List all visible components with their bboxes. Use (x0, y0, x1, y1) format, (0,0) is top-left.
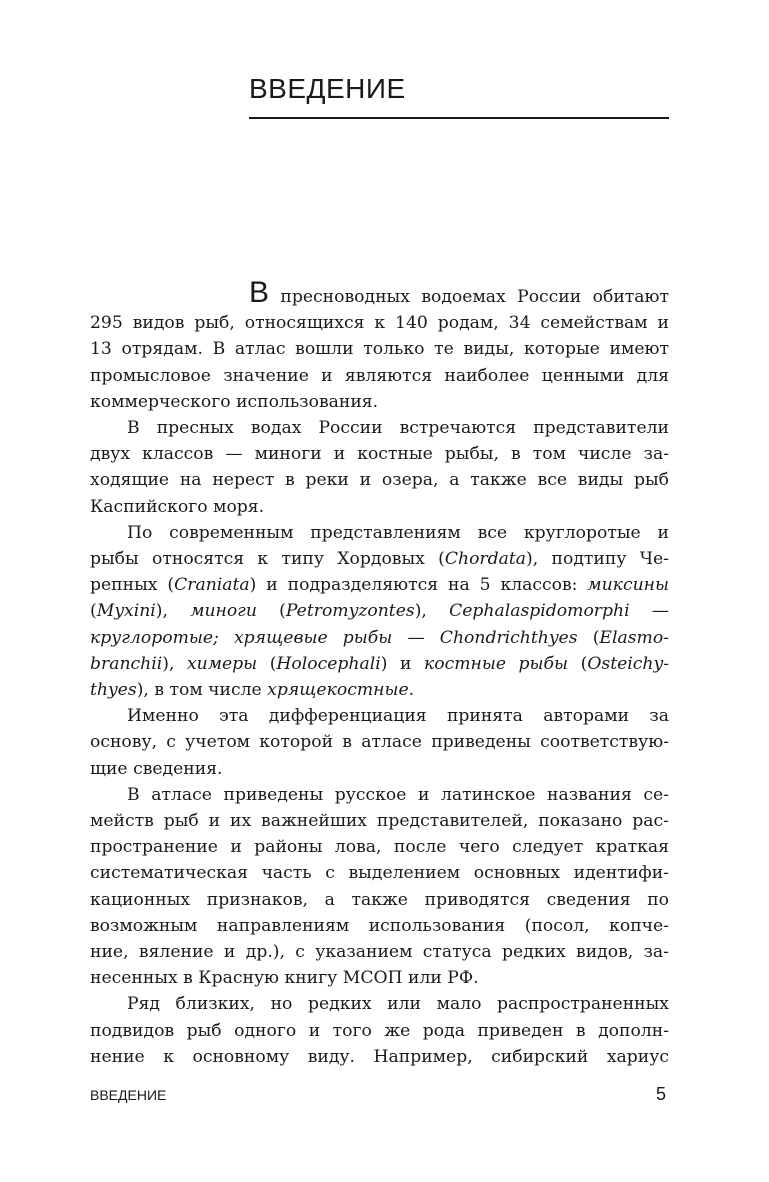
page-number: 5 (656, 1084, 667, 1104)
text-run: ( (577, 627, 600, 648)
text-line: несенных в Красную книгу МСОП или РФ. (90, 968, 479, 989)
italic-term: миксины (587, 575, 669, 596)
text-run: ( (257, 653, 277, 674)
latin-term: Holocephali (276, 653, 381, 674)
text-line: кационных признаков, а также приводятся сведения по (90, 889, 669, 910)
text-line: В пресных водах России встречаются представители (127, 418, 669, 439)
text-line: Именно эта дифференциация принята авторами за (127, 706, 669, 727)
italic-term: миноги (190, 601, 257, 622)
text-line: Ряд близких, но редких или мало распространенных (127, 994, 669, 1015)
text-line (90, 572, 669, 598)
text-line: двух классов — миноги и костные рыбы, в том числе за- (90, 444, 669, 465)
chapter-title: ВВЕДЕНИЕ (249, 73, 406, 104)
text-run: ) и (380, 653, 424, 674)
text-line: мейств рыб и их важнейших представителей, показано рас- (90, 811, 669, 832)
text-run: ( (568, 653, 588, 674)
text-run: ( (90, 601, 97, 622)
text-line (90, 651, 669, 677)
latin-term: thyes (90, 680, 137, 701)
title-underline (249, 117, 669, 119)
paragraph-6 (90, 991, 669, 1070)
text-line: Каспийского моря. (90, 496, 265, 517)
text-line: возможным направлениям использования (посол, копче- (90, 915, 669, 936)
text-line: основу, с учетом которой в атласе приведены соответствую- (90, 732, 669, 753)
drop-cap: В (249, 276, 270, 309)
italic-term: костные рыбы (423, 653, 569, 674)
text-line: ние, вяление и др.), с указанием статуса редких видов, за- (90, 942, 669, 963)
text-line: промысловое значение и являются наиболее ценными для (90, 365, 669, 386)
body-text (90, 276, 670, 1070)
paragraph-5 (90, 782, 669, 992)
paragraph-4 (90, 703, 669, 782)
text-run: ) и подразделяются на 5 классов: (249, 575, 588, 596)
text-line: нение к основному виду. Например, сибирский хариус (90, 1046, 669, 1067)
paragraph-1 (90, 276, 669, 415)
text-run: ( (256, 601, 286, 622)
text-line: систематическая часть с выделением основных идентифи- (90, 863, 669, 884)
latin-term: Cephalaspidomorphi — (449, 601, 669, 622)
paragraph-2 (90, 415, 669, 520)
text-line: В атласе приведены русское и латинское названия се- (127, 784, 669, 805)
text-line: 13 отрядам. В атлас вошли только те виды, которые имеют (90, 339, 669, 360)
italic-term: хрящекостные (267, 680, 409, 701)
text-run: ), подтипу Че- (526, 549, 669, 570)
text-run: ), (162, 653, 187, 674)
italic-term: химеры (186, 653, 258, 674)
text-line: ходящие на нерест в реки и озера, а также все виды рыб (90, 470, 669, 491)
latin-term: branchii (90, 653, 163, 674)
text-line: коммерческого использования. (90, 391, 379, 412)
text-run: . (408, 680, 415, 701)
text-line (90, 598, 669, 624)
text-line (90, 677, 669, 703)
text-line: щие сведения. (90, 758, 223, 779)
text-run: рыбы относятся к типу Хордовых ( (90, 549, 445, 570)
latin-term: Myxini (96, 601, 156, 622)
latin-term: Craniata (174, 575, 250, 596)
text-run: ), (155, 601, 191, 622)
latin-term: Elasmo- (599, 627, 669, 648)
latin-term: Osteichy- (587, 653, 670, 674)
text-line: подвидов рыб одного и того же рода приведен в дополн- (90, 1020, 669, 1041)
text-line: По современным представлениям все круглоротые и (127, 522, 669, 543)
text-line: пространение и районы лова, после чего следует краткая (90, 837, 669, 858)
running-footer: ВВЕДЕНИЕ (90, 1087, 167, 1103)
text-line: 295 видов рыб, относящихся к 140 родам, 34 семействам и (90, 313, 669, 334)
text-run: ), (414, 601, 450, 622)
latin-term: Petromyzontes (285, 601, 415, 622)
text-run: репных ( (90, 575, 175, 596)
text-line: пресноводных водоемах России обитают (280, 287, 669, 307)
text-line (90, 625, 669, 651)
text-run: ), в том числе (136, 680, 268, 701)
latin-term: Chordata (444, 549, 527, 570)
text-line (90, 546, 669, 572)
paragraph-3 (90, 520, 669, 703)
italic-term: круглоротые; хрящевые рыбы — Chondrichthyes (90, 627, 578, 648)
